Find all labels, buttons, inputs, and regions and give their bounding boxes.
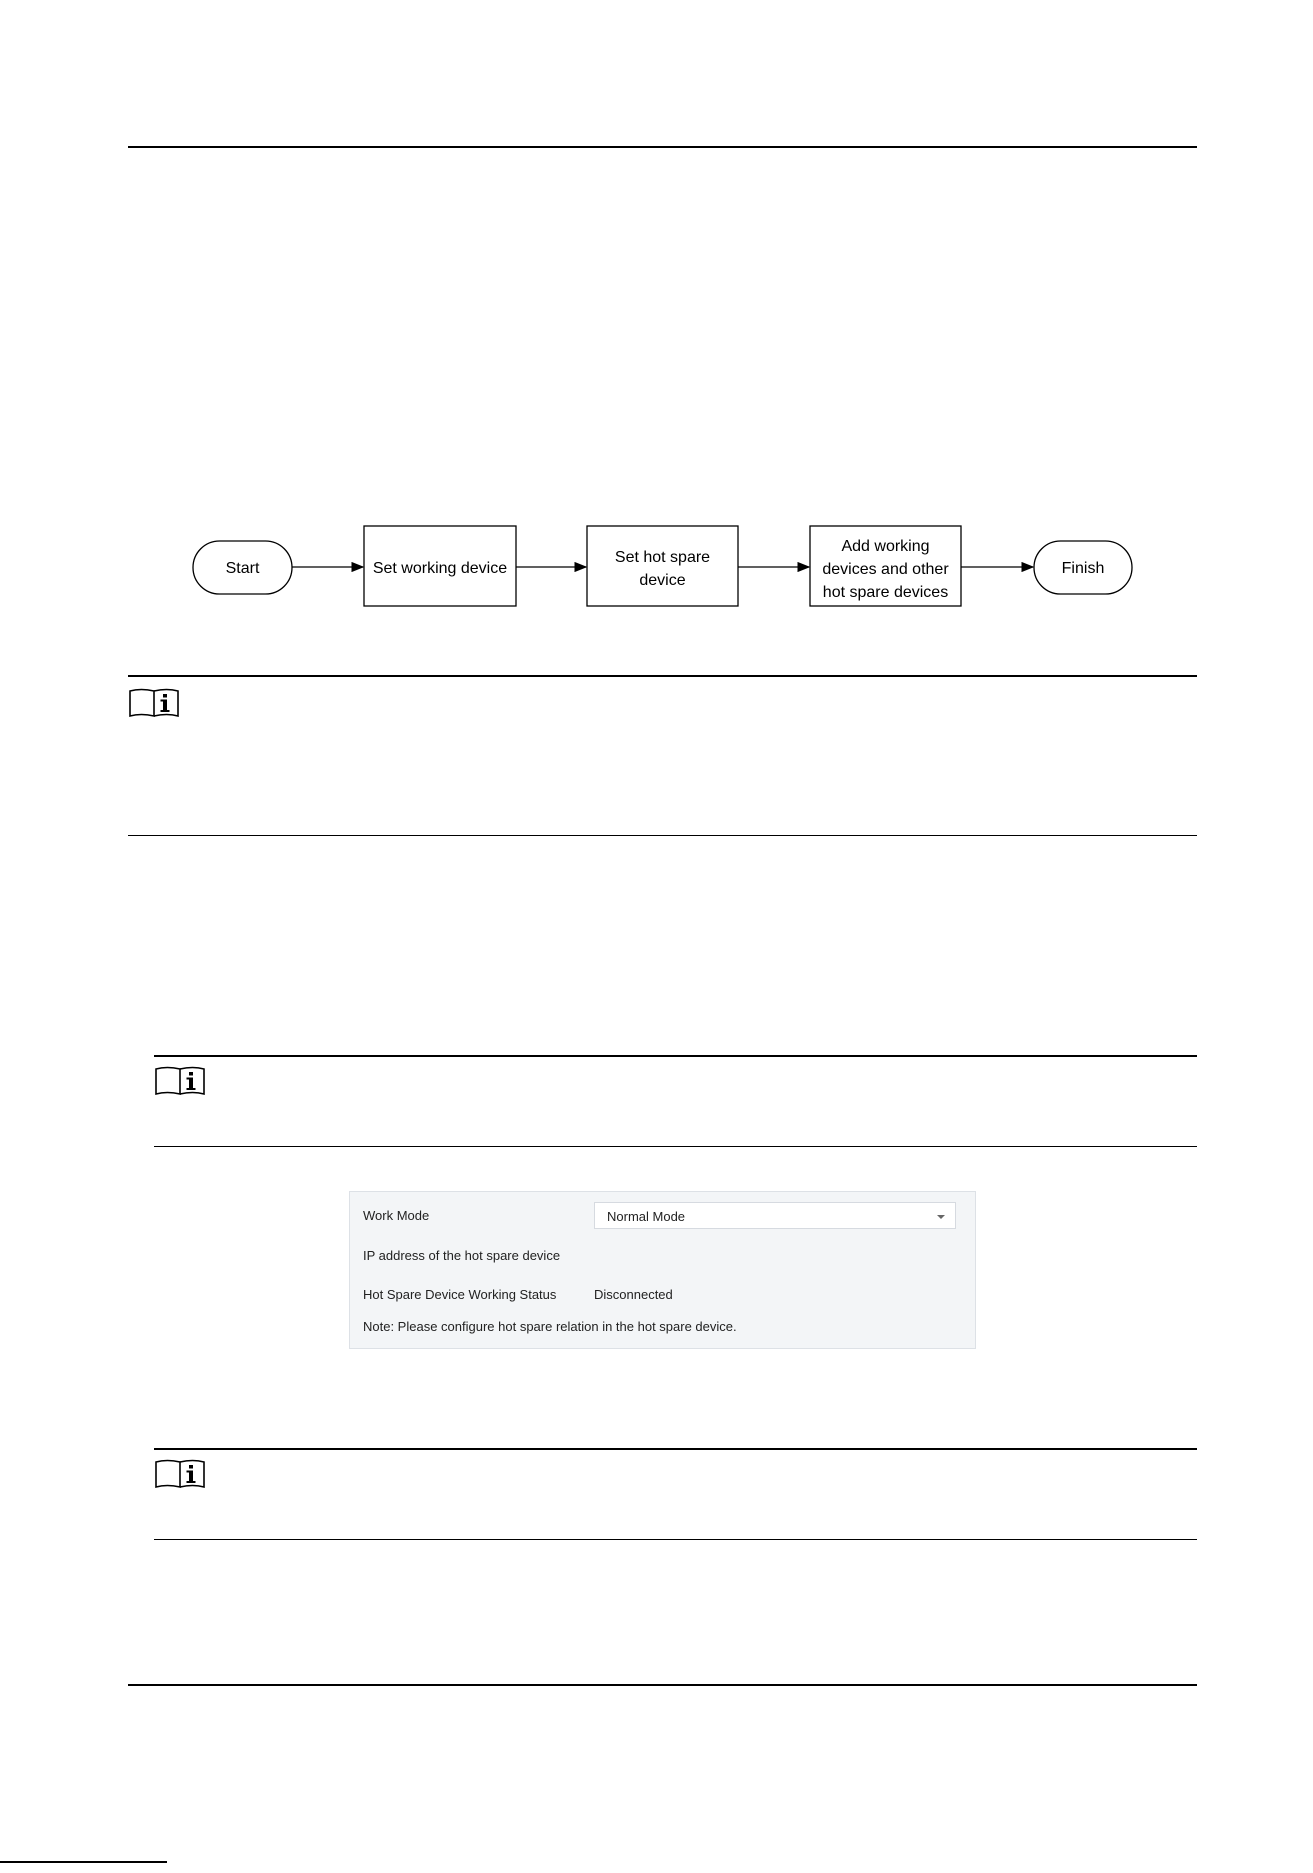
flow-step-set-hot-spare-device <box>587 526 738 606</box>
work-mode-label: Work Mode <box>363 1208 430 1223</box>
work-mode-value: Normal Mode <box>607 1209 686 1224</box>
flow-step-add-working-label-line3: hot spare devices <box>822 584 949 601</box>
note-1-top-rule <box>128 675 1197 677</box>
flow-step-add-working-label-line2: devices and other <box>822 561 949 578</box>
book-info-icon <box>154 1065 206 1096</box>
flow-step-set-hot-spare-label-line2: device <box>639 572 686 589</box>
hot-spare-settings-panel <box>349 1191 976 1349</box>
note-2-bottom-rule <box>154 1146 1197 1147</box>
flowchart <box>0 520 1313 620</box>
flow-step-set-hot-spare-label-line1: Set hot spare <box>614 549 711 566</box>
flow-finish-label: Finish <box>1061 560 1105 577</box>
footer-rule <box>128 1684 1197 1686</box>
note-3-bottom-rule <box>154 1539 1197 1540</box>
book-info-icon <box>128 687 180 718</box>
working-status-value: Disconnected <box>594 1287 673 1302</box>
header-rule <box>128 146 1197 148</box>
work-mode-select[interactable] <box>594 1202 956 1229</box>
panel-note: Note: Please configure hot spare relation in the hot spare device. <box>363 1319 737 1334</box>
flow-step-add-working-label-line1: Add working <box>841 538 930 555</box>
note-1-bottom-rule <box>128 835 1197 836</box>
ip-address-label: IP address of the hot spare device <box>363 1248 561 1263</box>
chevron-down-icon <box>937 1215 945 1219</box>
note-2-top-rule <box>154 1055 1197 1057</box>
note-3-top-rule <box>154 1448 1197 1450</box>
page-edge-line <box>0 1861 167 1863</box>
working-status-label: Hot Spare Device Working Status <box>363 1287 557 1302</box>
book-info-icon <box>154 1458 206 1489</box>
flow-step-set-working-device-label: Set working device <box>372 560 508 577</box>
flow-start-label: Start <box>225 560 260 577</box>
